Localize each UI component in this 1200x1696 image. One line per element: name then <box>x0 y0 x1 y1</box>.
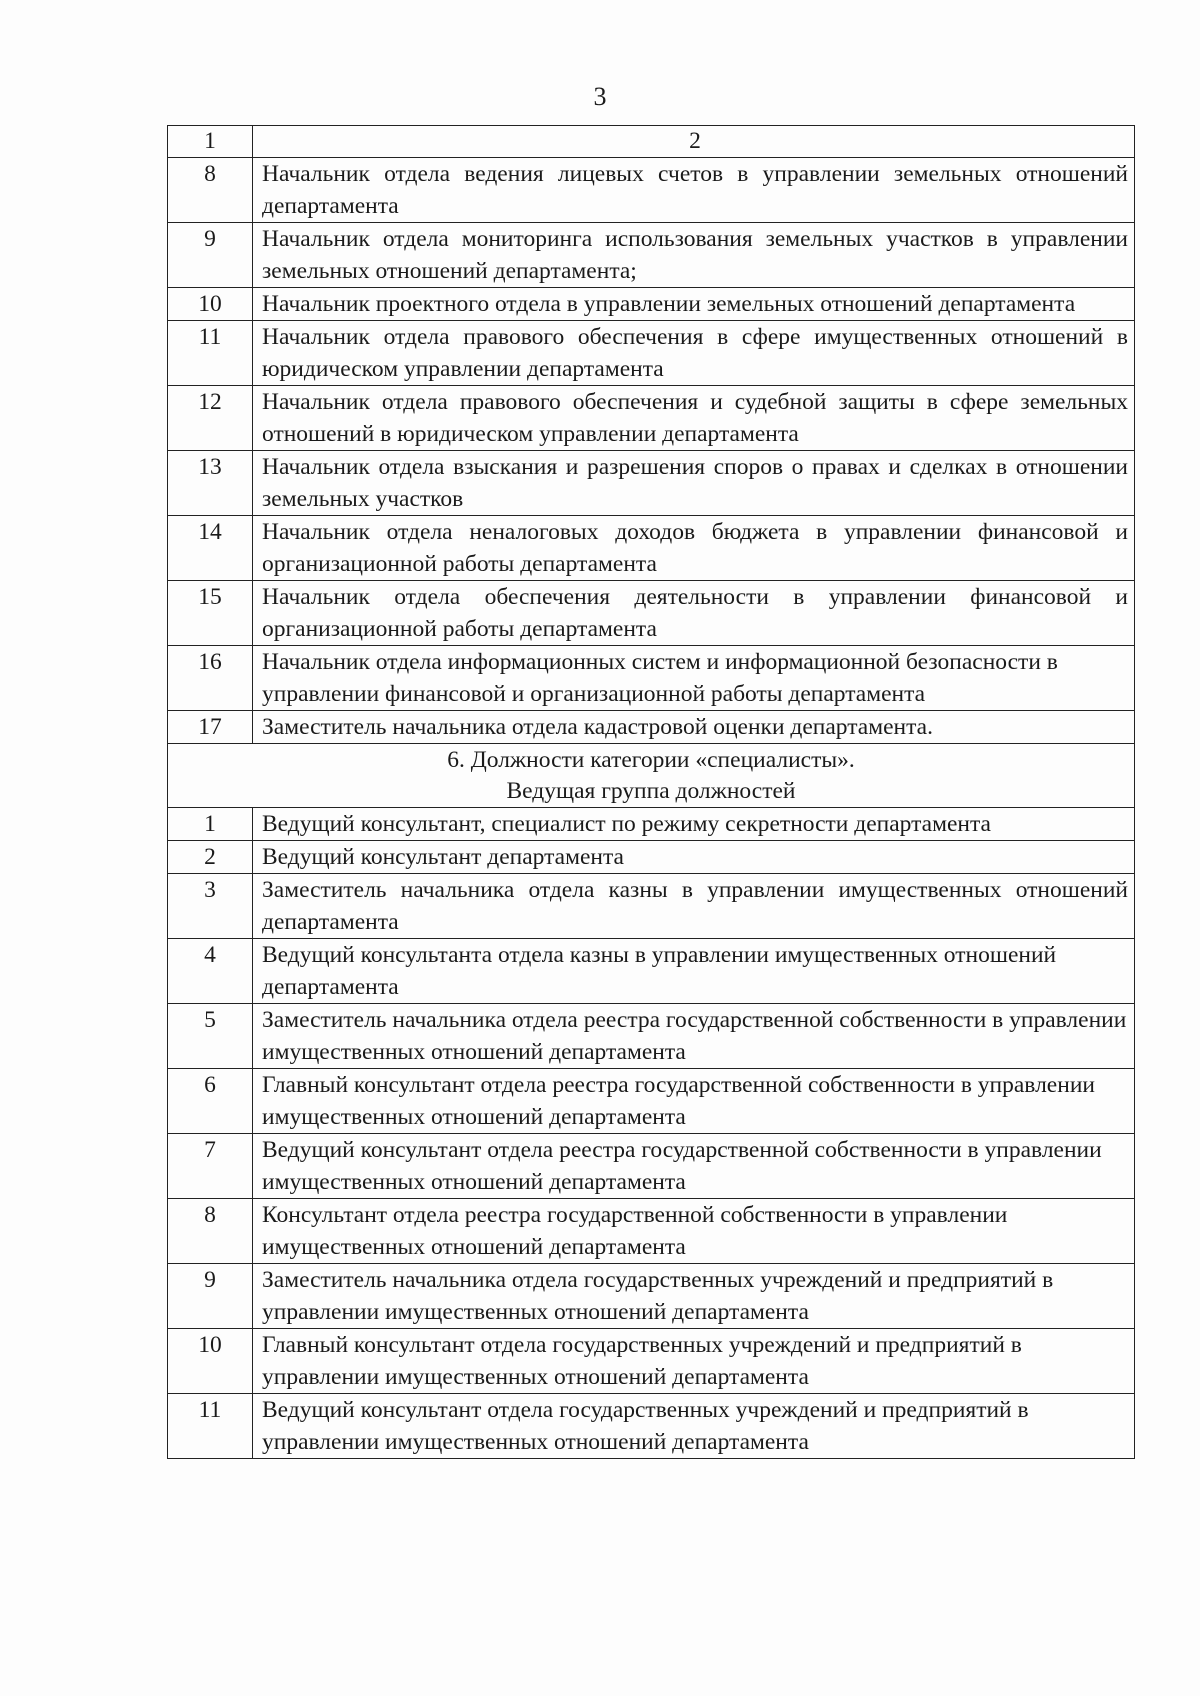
position-title: Начальник отдела взыскания и разрешения споров о правах и сделках в отношении земельных участков <box>253 451 1135 516</box>
table-row <box>168 646 1135 711</box>
row-number: 16 <box>168 646 253 711</box>
table-row <box>168 581 1135 646</box>
table-row <box>168 288 1135 321</box>
positions-table <box>167 125 1135 1459</box>
position-title: Ведущий консультант департамента <box>253 841 1135 874</box>
position-title: Ведущий консультант отдела государственных учреждений и предприятий в управлении имущественных отношений департамента <box>253 1394 1135 1459</box>
table-row <box>168 386 1135 451</box>
table-row <box>168 1004 1135 1069</box>
page-number: 3 <box>593 82 607 111</box>
section-title: 6. Должности категории «специалисты». <box>447 747 855 773</box>
section-subtitle: Ведущая группа должностей <box>506 778 796 804</box>
position-title: Начальник отдела ведения лицевых счетов в управлении земельных отношений департамента <box>253 158 1135 223</box>
row-number: 5 <box>168 1004 253 1069</box>
row-number: 17 <box>168 711 253 744</box>
table-row <box>168 451 1135 516</box>
row-number: 8 <box>168 158 253 223</box>
table-row <box>168 158 1135 223</box>
table-row <box>168 1069 1135 1134</box>
row-number: 13 <box>168 451 253 516</box>
row-number: 10 <box>168 1329 253 1394</box>
position-title: Начальник отдела обеспечения деятельности в управлении финансовой и организационной работы департамента <box>253 581 1135 646</box>
table-row <box>168 874 1135 939</box>
section-heading-row <box>168 744 1135 808</box>
table-row <box>168 1394 1135 1459</box>
position-title: Заместитель начальника отдела кадастровой оценки департамента. <box>253 711 1135 744</box>
position-title: Заместитель начальника отдела государственных учреждений и предприятий в управлении имущественных отношений департамента <box>253 1264 1135 1329</box>
position-title: Начальник отдела правового обеспечения и судебной защиты в сфере земельных отношений в юридическом управлении департамента <box>253 386 1135 451</box>
table-row <box>168 841 1135 874</box>
position-title: Главный консультант отдела реестра государственной собственности в управлении имущественных отношений департамента <box>253 1069 1135 1134</box>
position-title: Ведущий консультант отдела реестра государственной собственности в управлении имущественных отношений департамента <box>253 1134 1135 1199</box>
table-row <box>168 1199 1135 1264</box>
table-row <box>168 321 1135 386</box>
position-title: Начальник проектного отдела в управлении земельных отношений департамента <box>253 288 1135 321</box>
position-title: Начальник отдела информационных систем и информационной безопасности в управлении финансовой и организационной работы департамента <box>253 646 1135 711</box>
table-row <box>168 1329 1135 1394</box>
position-title: Начальник отдела мониторинга использования земельных участков в управлении земельных отношений департамента; <box>253 223 1135 288</box>
row-number: 9 <box>168 1264 253 1329</box>
row-number: 10 <box>168 288 253 321</box>
table-header-row <box>168 126 1135 158</box>
table-row <box>168 939 1135 1004</box>
table-row <box>168 516 1135 581</box>
row-number: 6 <box>168 1069 253 1134</box>
row-number: 1 <box>168 808 253 841</box>
row-number: 9 <box>168 223 253 288</box>
row-number: 15 <box>168 581 253 646</box>
position-title: Ведущий консультант, специалист по режиму секретности департамента <box>253 808 1135 841</box>
position-title: Заместитель начальника отдела казны в управлении имущественных отношений департамента <box>253 874 1135 939</box>
column-text-header: 2 <box>253 126 1135 158</box>
position-title: Начальник отдела правового обеспечения в сфере имущественных отношений в юридическом управлении департамента <box>253 321 1135 386</box>
table-row <box>168 808 1135 841</box>
row-number: 3 <box>168 874 253 939</box>
row-number: 7 <box>168 1134 253 1199</box>
row-number: 12 <box>168 386 253 451</box>
position-title: Ведущий консультанта отдела казны в управлении имущественных отношений департамента <box>253 939 1135 1004</box>
table-row <box>168 1264 1135 1329</box>
column-number-header: 1 <box>168 126 253 158</box>
position-title: Заместитель начальника отдела реестра государственной собственности в управлении имущественных отношений департамента <box>253 1004 1135 1069</box>
section-heading <box>168 744 1135 808</box>
row-number: 4 <box>168 939 253 1004</box>
table-row <box>168 711 1135 744</box>
row-number: 14 <box>168 516 253 581</box>
table-row <box>168 1134 1135 1199</box>
position-title: Начальник отдела неналоговых доходов бюджета в управлении финансовой и организационной работы департамента <box>253 516 1135 581</box>
row-number: 11 <box>168 1394 253 1459</box>
row-number: 2 <box>168 841 253 874</box>
row-number: 11 <box>168 321 253 386</box>
position-title: Консультант отдела реестра государственной собственности в управлении имущественных отношений департамента <box>253 1199 1135 1264</box>
position-title: Главный консультант отдела государственных учреждений и предприятий в управлении имущественных отношений департамента <box>253 1329 1135 1394</box>
table-row <box>168 223 1135 288</box>
row-number: 8 <box>168 1199 253 1264</box>
